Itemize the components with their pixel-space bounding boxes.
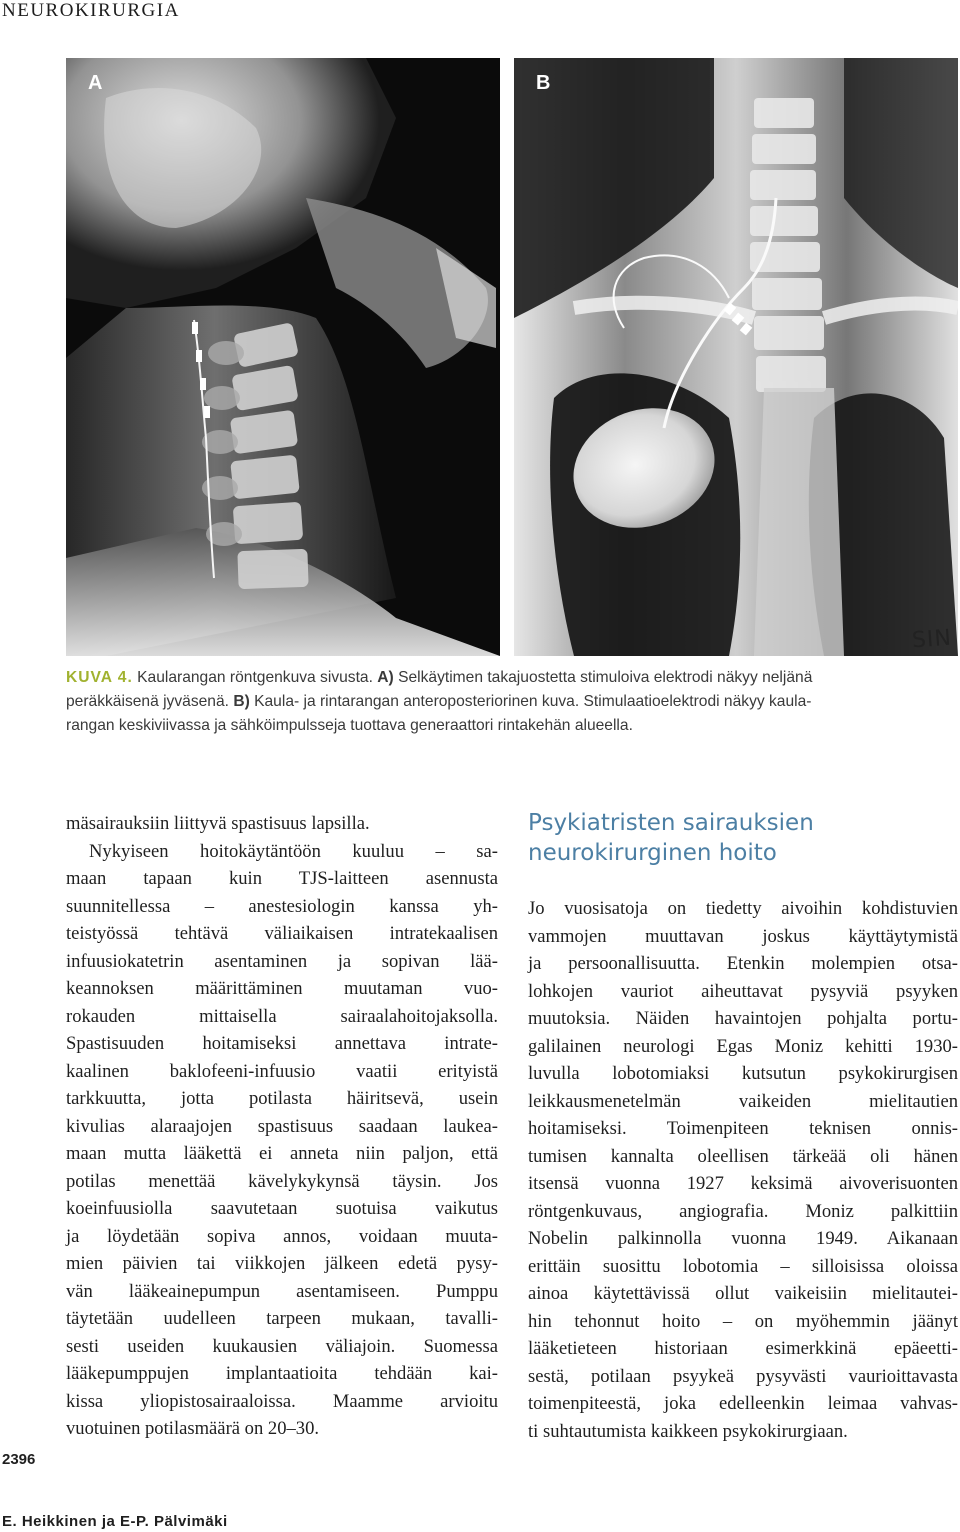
text-line: galilainen neurologi Egas Moniz kehitti 1930-	[528, 1035, 958, 1057]
xray-image-ap	[514, 58, 958, 656]
heading-line-1: Psykiatristen sairauksien	[528, 810, 814, 836]
text-line: ti suhtautumista kaikkeen psykokirurgiaan.	[528, 1420, 848, 1442]
text-line: toimenpiteestä, joka edelleenkin leimaa vahvas-	[528, 1393, 958, 1414]
text-line: röntgenkuvaus, angiografia. Moniz palkittiin	[528, 1200, 958, 1222]
text-line: kivulias alaraajojen spastisuus saadaan laukea-	[66, 1115, 498, 1137]
section-label: NEUROKIRURGIA	[2, 0, 180, 21]
text-line: lääkepumppujen implantaatioita tehdään kai-	[66, 1363, 498, 1384]
caption-line-2	[66, 690, 958, 714]
xray-image-lateral	[66, 58, 500, 656]
text-line: lääketieteen historiaan esimerkkinä epäeetti-	[528, 1338, 958, 1359]
figure-caption	[66, 666, 958, 738]
page-number: 2396	[2, 1451, 36, 1468]
text-line: ja persoonallisuutta. Etenkin molempien otsa-	[528, 953, 958, 974]
xray-ap-drawing	[514, 58, 958, 656]
text-line: hoitamiseksi. Toimenpiteen teknisen onnis-	[528, 1118, 958, 1139]
text-line: ja löydetään sopiva annos, voidaan muuta-	[66, 1225, 498, 1247]
xray-lateral-drawing	[66, 58, 500, 656]
caption-text: Selkäytimen takajuostetta stimuloiva elektrodi näkyy neljänä	[393, 669, 813, 686]
caption-line-3: rangan keskiviivassa ja sähköimpulsseja tuottava generaattori rintakehän alueella.	[66, 717, 633, 734]
text-line: leikkausmenetelmän vaikeiden mielitautien	[528, 1090, 958, 1112]
text-line: koeinfuusiolla saavutetaan suotuisa vaikutus	[66, 1198, 498, 1219]
caption-marker-a: A)	[377, 669, 394, 686]
text-line: ainoa käytettävissä ollut vaikeisiin mielitautei-	[528, 1283, 958, 1304]
text-line: luvulla lobotomiaksi kutsutun psykokirurgisen	[528, 1063, 958, 1084]
text-line: vän lääkeainepumpun asentamiseen. Pumppu	[66, 1280, 498, 1302]
panel-letter-a: A	[88, 72, 103, 94]
caption-text: Kaularangan röntgenkuva sivusta.	[132, 669, 378, 686]
text-line: maan tapaan kuin TJS-laitteen asennusta	[66, 868, 498, 889]
text-line: Nobelin palkinnolla vuonna 1949. Aikanaan	[528, 1228, 958, 1249]
text-line: kaalinen baklofeeni-infuusio vaatii erityistä	[66, 1060, 498, 1082]
text-line: infuusiokatetrin asentaminen ja sopivan lää-	[66, 950, 498, 972]
text-line: kissa yliopistosairaaloissa. Maamme arvioitu	[66, 1390, 498, 1412]
figure-label: KUVA 4.	[66, 669, 133, 686]
text-line: tumisen kannalta oleellisen tärkeää oli hänen	[528, 1145, 958, 1167]
text-line: lohkojen vauriot aiheuttavat pysyviä psyyken	[528, 980, 958, 1002]
text-line: mäsairauksiin liittyvä spastisuus lapsilla.	[66, 813, 370, 834]
left-column	[66, 810, 498, 1443]
section-heading	[528, 808, 814, 868]
text-line: tarkkuutta, jotta potilasta häiritsevä, usein	[66, 1088, 498, 1109]
text-line: teistyössä tehtävä väliaikaisen intratekaalisen	[66, 923, 498, 944]
caption-marker-b: B)	[233, 693, 250, 710]
text-line: itsensä vuonna 1927 keksimä aivoverisuonten	[528, 1173, 958, 1194]
text-line: suunnitellessa – anestesiologin kanssa yh-	[66, 895, 498, 917]
text-line: keannoksen määrittäminen muutaman vuo-	[66, 978, 498, 999]
signature-mark: SIN	[911, 625, 953, 654]
text-line: Nykyiseen hoitokäytäntöön kuuluu – sa-	[89, 840, 498, 862]
text-line: täytetään uudelleen tarpeen mukaan, tavalli-	[66, 1308, 498, 1329]
text-line: muutoksia. Näiden havaintojen pohjalta portu-	[528, 1008, 958, 1029]
text-line: sesti useiden kuukausien väliajoin. Suomessa	[66, 1335, 498, 1357]
panel-letter-b: B	[536, 72, 551, 94]
text-line: maan mutta lääkettä ei anneta niin paljon, että	[66, 1143, 498, 1164]
caption-line-1	[66, 666, 958, 690]
text-line: rokauden mittaisella sairaalahoitojaksolla.	[66, 1005, 498, 1027]
text-line: Spastisuuden hoitamiseksi annettava intrate-	[66, 1033, 498, 1054]
caption-text: Kaula- ja rintarangan anteroposteriorinen kuva. Stimulaatioelektrodi näkyy kaula-	[249, 693, 812, 710]
authors-footer: E. Heikkinen ja E-P. Pälvimäki	[2, 1513, 228, 1530]
text-line: erittäin suosittu lobotomia – silloisissa oloissa	[528, 1255, 958, 1277]
text-line: potilas menettää kävelykykynsä täysin. Jos	[66, 1170, 498, 1192]
right-column	[528, 895, 958, 1445]
text-line: Jo vuosisatoja on tiedetty aivoihin kohdistuvien	[528, 898, 958, 919]
text-line: vuotuinen potilasmäärä on 20–30.	[66, 1418, 320, 1439]
heading-line-2: neurokirurginen hoito	[528, 840, 777, 866]
text-line: vammojen muuttavan joskus käyttäytymistä	[528, 925, 958, 947]
text-line: mien päivien tai viikkojen jälkeen edetä pysy-	[66, 1253, 498, 1274]
text-line: hin tehonnut hoito – on myöhemmin jäänyt	[528, 1310, 958, 1332]
caption-text: peräkkäisenä jyväsenä.	[66, 693, 234, 710]
text-line: sestä, potilaan psyykeä pysyvästi vaurioittavasta	[528, 1365, 958, 1387]
